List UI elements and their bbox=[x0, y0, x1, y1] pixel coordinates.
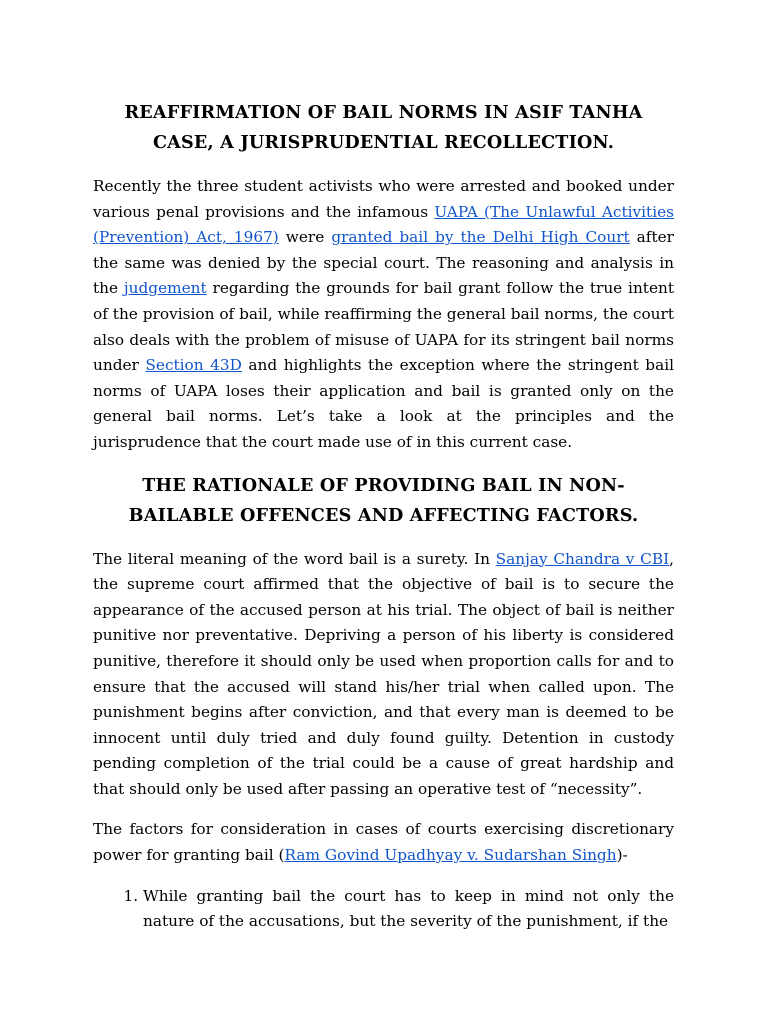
intro-text-5: and highlights the exception where the stringent bail norms of UAPA loses their application and bail is granted only on the general bail norms. Let’s take a look at the principles and the jurisprudence that the court made use of in this current case. bbox=[93, 356, 674, 451]
sanjay-chandra-link[interactable]: Sanjay Chandra v CBI bbox=[495, 549, 670, 568]
factors-list bbox=[93, 884, 674, 935]
ram-govind-link[interactable]: Ram Govind Upadhyay v. Sudarshan Singh bbox=[284, 846, 617, 865]
delhi-high-court-bail-link[interactable]: granted bail by the Delhi High Court bbox=[331, 228, 630, 247]
intro-text-3: after the same was denied by the special court. The reasoning and analysis in the bbox=[93, 228, 674, 298]
judgement-link[interactable]: judgement bbox=[123, 279, 207, 298]
intro-text-2: were bbox=[278, 228, 332, 247]
intro-text-4: regarding the grounds for bail grant follow the true intent of the provision of bail, while reaffirming the general bail norms, the court also deals with the problem of misuse of UAPA for its stringent bail norms under bbox=[93, 279, 674, 375]
heading-line-2: BAILABLE OFFENCES AND AFFECTING FACTORS. bbox=[128, 504, 639, 526]
bail-meaning-paragraph bbox=[93, 547, 674, 803]
para2-text-1: The literal meaning of the word bail is a surety. In bbox=[93, 549, 496, 568]
title-line-2: CASE, A JURISPRUDENTIAL RECOLLECTION. bbox=[152, 132, 615, 153]
document-page bbox=[93, 98, 674, 935]
factors-paragraph bbox=[93, 817, 674, 868]
heading-line-1: THE RATIONALE OF PROVIDING BAIL IN NON- bbox=[142, 474, 625, 496]
section-heading bbox=[93, 471, 674, 531]
document-title bbox=[93, 98, 674, 158]
section-43d-link[interactable]: Section 43D bbox=[145, 356, 242, 375]
para3-text-1: The factors for consideration in cases of courts exercising discretionary power for granting bail ( bbox=[93, 820, 674, 865]
intro-text-1: Recently the three student activists who were arrested and booked under various penal provisions and the infamous bbox=[93, 177, 674, 221]
uapa-link[interactable]: UAPA (The Unlawful Activities (Prevention) Act, 1967) bbox=[93, 202, 674, 247]
title-line-1: REAFFIRMATION OF BAIL NORMS IN ASIF TANHA bbox=[124, 102, 643, 123]
intro-paragraph bbox=[93, 174, 674, 456]
para3-text-2: )- bbox=[616, 846, 628, 865]
list-item: 1. While granting bail the court has to keep in mind not only the nature of the accusations, but the severity of the punishment, if the bbox=[143, 884, 674, 935]
para2-text-2: , the supreme court affirmed that the objective of bail is to secure the appearance of the accused person at his trial. The object of bail is neither punitive nor preventative. Depriving a person of his liberty is considered punitive, therefore it should only be used when proportion calls for and to ensure that the accused will stand his/her trial when called upon. The punishment begins after conviction, and that every man is deemed to be innocent until duly tried and duly found guilty. Detention in custody pending completion of the trial could be a cause of great hardship and that should only be used after passing an operative test of “necessity”. bbox=[93, 549, 674, 798]
